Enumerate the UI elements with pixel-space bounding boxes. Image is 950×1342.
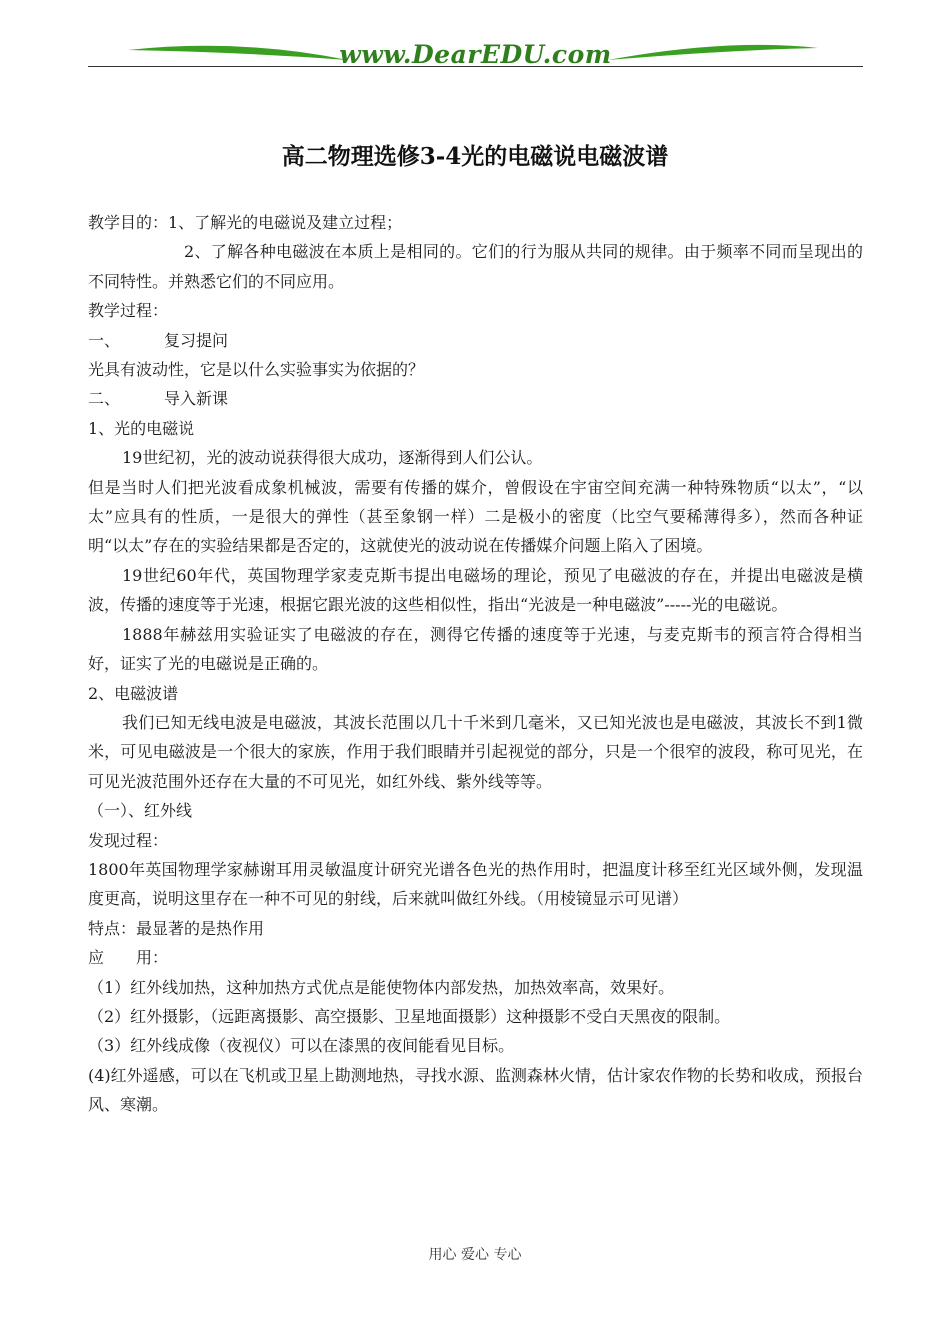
subsection-1-heading: 1、光的电磁说 bbox=[88, 418, 195, 438]
goals-line-2: 2、了解各种电磁波在本质上是相同的。它们的行为服从共同的规律。由于频率不同而呈现出的不同特性。并熟悉它们的不同应用。 bbox=[88, 242, 863, 291]
application-item: （1）红外线加热，这种加热方式优点是能使物体内部发热，加热效率高，效果好。 bbox=[88, 977, 675, 997]
paragraph-4: 1888年赫兹用实验证实了电磁波的存在，测得它传播的速度等于光速，与麦克斯韦的预言符合得相当好，证实了光的电磁说是正确的。 bbox=[88, 624, 863, 674]
header-divider bbox=[88, 66, 863, 67]
section-2-number: 二、 bbox=[88, 389, 121, 409]
page-title: 高二物理选修3-4光的电磁说电磁波谱 bbox=[281, 143, 669, 170]
subsection-2-heading: 2、电磁波谱 bbox=[88, 683, 179, 703]
infrared-heading: （一）、红外线 bbox=[88, 801, 193, 821]
discovery-label: 发现过程： bbox=[88, 830, 169, 850]
applications-label: 应 用： bbox=[88, 948, 169, 968]
process-label: 教学过程： bbox=[88, 301, 169, 321]
section-1-title: 复习提问 bbox=[164, 330, 229, 350]
paragraph-6: 1800年英国物理学家赫谢耳用灵敏温度计研究光谱各色光的热作用时，把温度计移至红光区域外侧，发现温度更高，说明这里存在一种不可见的射线，后来就叫做红外线。（用棱镜显示可见谱） bbox=[88, 859, 863, 909]
document-body bbox=[88, 208, 863, 1120]
section-1-heading bbox=[88, 326, 863, 355]
section-1-number: 一、 bbox=[88, 330, 121, 350]
application-item: （2）红外摄影，（远距离摄影、高空摄影、卫星地面摄影）这种摄影不受白天黑夜的限制。 bbox=[88, 1006, 731, 1026]
review-question: 光具有波动性，它是以什么实验事实为依据的？ bbox=[88, 360, 425, 380]
section-2-heading bbox=[88, 384, 863, 413]
page-footer: 用心 爱心 专心 bbox=[428, 1247, 522, 1263]
application-item: （3）红外线成像（夜视仪）可以在漆黑的夜间能看见目标。 bbox=[88, 1036, 515, 1056]
paragraph-3: 19世纪60年代，英国物理学家麦克斯韦提出电磁场的理论，预见了电磁波的存在，并提出电磁波是横波，传播的速度等于光速，根据它跟光波的这些相似性，指出“光波是一种电磁波”-----光的电磁说。 bbox=[88, 565, 863, 615]
paragraph-2: 但是当时人们把光波看成象机械波，需要有传播的媒介，曾假设在宇宙空间充满一种特殊物质“以太”，“以太”应具有的性质，一是很大的弹性（甚至象钢一样）二是极小的密度（比空气要稀薄得多），然而各种证明“以太”存在的实验结果都是否定的，这就使光的波动说在传播媒介问题上陷入了困境。 bbox=[88, 477, 863, 556]
section-2-title: 导入新课 bbox=[164, 389, 229, 409]
goals-line-1: 教学目的：1、了解光的电磁说及建立过程； bbox=[88, 213, 403, 232]
paragraph-5: 我们已知无线电波是电磁波，其波长范围以几十千米到几毫米，又已知光波也是电磁波，其波长不到1微米，可见电磁波是一个很大的家族，作用于我们眼睛并引起视觉的部分，只是一个很窄的波段，称可见光，在可见光波范围外还存在大量的不可见光，如红外线、紫外线等等。 bbox=[88, 712, 863, 791]
application-item: (4)红外遥感，可以在飞机或卫星上勘测地热，寻找水源、监测森林火情，估计家农作物的长势和收成，预报台风、寒潮。 bbox=[88, 1065, 863, 1115]
feature-line: 特点：最显著的是热作用 bbox=[88, 918, 265, 938]
paragraph-1: 19世纪初，光的波动说获得很大成功，逐渐得到人们公认。 bbox=[122, 448, 543, 468]
site-logo[interactable]: www.DearEDU.com bbox=[339, 40, 612, 69]
